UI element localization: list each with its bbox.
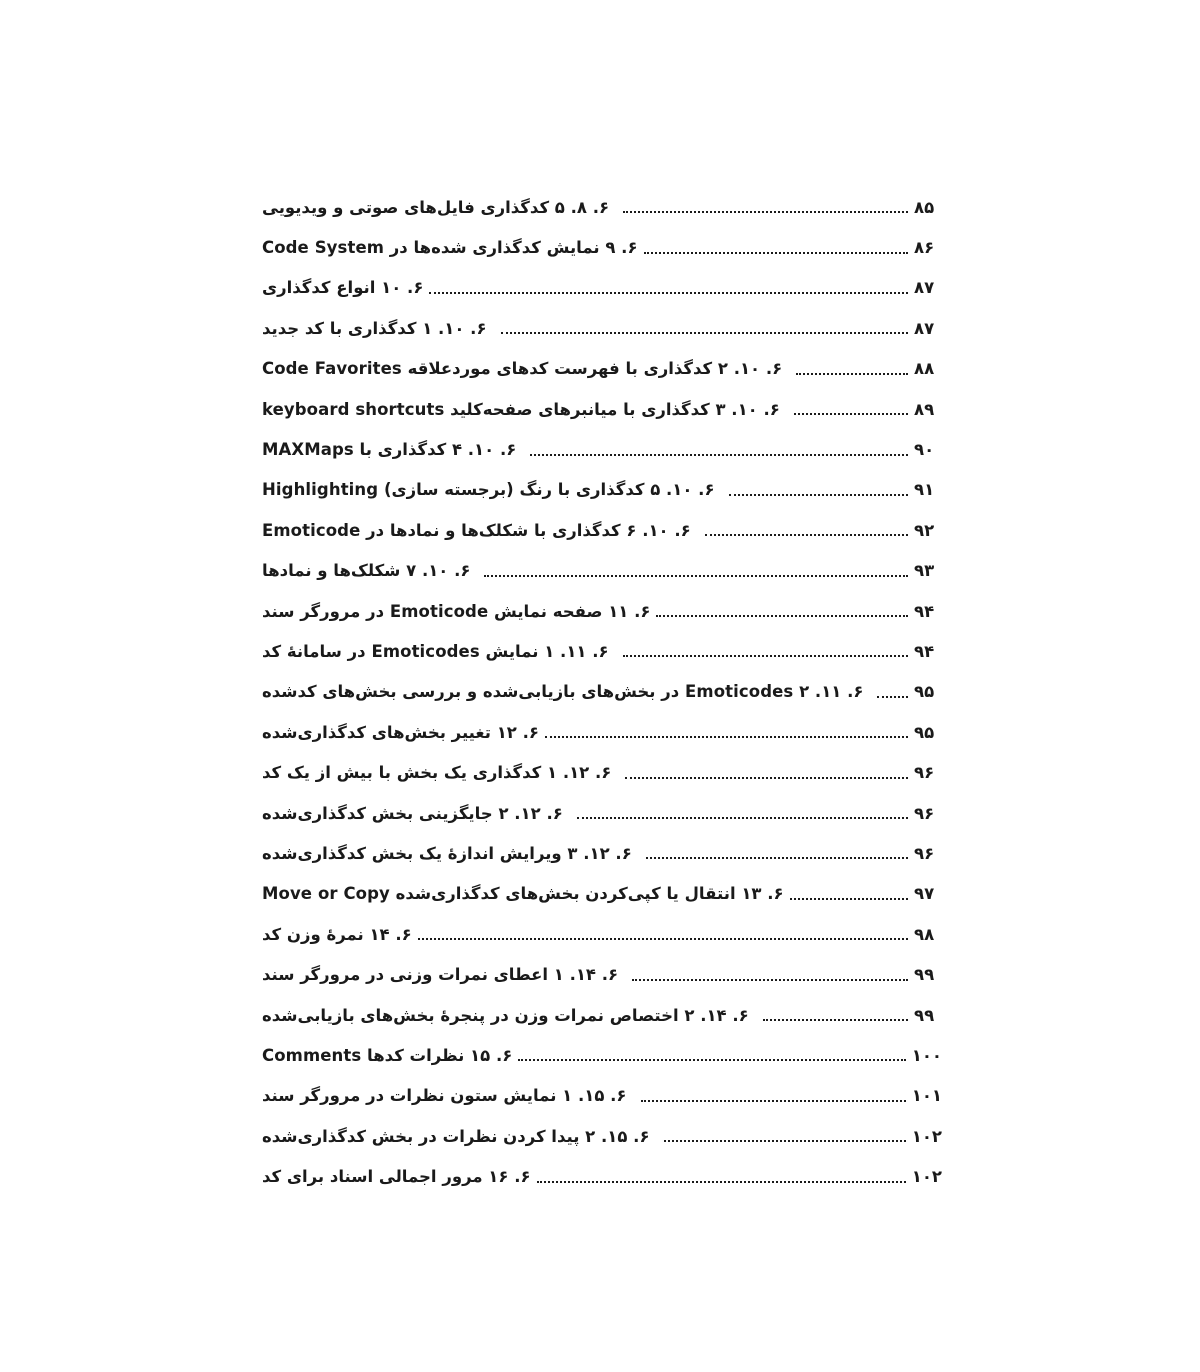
- toc-entry-25: [262, 1156, 942, 1196]
- toc-entry-title: ۶. ۱۵. ۱ نمایش ستون نظرات در مرورگر سند: [262, 1086, 627, 1106]
- dot-leader: [484, 575, 908, 577]
- toc-entry-title: ۶. ۱۲. ۲ جایگزینی بخش کدگذاری‌شده: [262, 803, 563, 823]
- toc-entry-23: [262, 1076, 942, 1116]
- toc-entry-19: [262, 914, 942, 954]
- dot-leader: [796, 373, 908, 375]
- toc-entry-page-number: ۹۶: [914, 803, 935, 823]
- toc-entry-title: ۶. ۱۱ صفحه نمایش Emoticode در مرورگر سند: [262, 601, 651, 621]
- toc-entry-page-number: ۸۸: [914, 359, 935, 379]
- dot-leader: [530, 454, 908, 456]
- dot-leader: [664, 1140, 906, 1142]
- toc-entry-page-number: ۹۵: [914, 722, 935, 742]
- toc-entry-18: [262, 874, 942, 914]
- dot-leader: [794, 413, 908, 415]
- toc-entry-title: ۶. ۱۰. ۶ کدگذاری با شکلک‌ها و نمادها در Emoticode: [262, 520, 691, 540]
- toc-entry-title: ۶. ۱۲ تغییر بخش‌های کدگذاری‌شده: [262, 722, 539, 742]
- toc-entry-7: [262, 429, 942, 469]
- toc-entry-title: ۶. ۱۱. ۲ Emoticodes در بخش‌های بازیابی‌شده و بررسی بخش‌های کدشده: [262, 682, 864, 702]
- toc-entry-title: ۶. ۱۰. ۱ کدگذاری با کد جدید: [262, 318, 487, 338]
- dot-leader: [429, 292, 908, 294]
- dot-leader: [545, 736, 908, 738]
- table-of-contents: [262, 187, 942, 1197]
- toc-entry-title: ۶. ۱۲. ۱ کدگذاری یک بخش با بیش از یک کد: [262, 763, 612, 783]
- toc-entry-title: ۶. ۹ نمایش کدگذاری شده‌ها در Code System: [262, 238, 638, 258]
- toc-entry-page-number: ۹۷: [914, 884, 935, 904]
- toc-entry-title: ۶. ۱۵. ۲ پیدا کردن نظرات در بخش کدگذاری‌شده: [262, 1126, 650, 1146]
- toc-entry-10: [262, 551, 942, 591]
- dot-leader: [632, 979, 908, 981]
- dot-leader: [641, 1100, 906, 1102]
- dot-leader: [705, 534, 908, 536]
- toc-entry-21: [262, 995, 942, 1035]
- toc-entry-title: ۶. ۸. ۵ کدگذاری فایل‌های صوتی و ویدیویی: [262, 197, 610, 217]
- toc-entry-page-number: ۹۵: [914, 682, 935, 702]
- dot-leader: [518, 1059, 905, 1061]
- toc-entry-20: [262, 954, 942, 994]
- toc-entry-page-number: ۹۴: [914, 641, 935, 661]
- toc-entry-title: ۶. ۱۶ مرور اجمالی اسناد برای کد: [262, 1167, 531, 1187]
- toc-entry-title: ۶. ۱۰ انواع کدگذاری: [262, 278, 424, 298]
- toc-entry-12: [262, 631, 942, 671]
- dot-leader: [623, 655, 908, 657]
- toc-entry-page-number: ۹۳: [914, 561, 935, 581]
- toc-entry-title: ۶. ۱۲. ۳ ویرایش اندازهٔ یک بخش کدگذاری‌شده: [262, 843, 632, 863]
- dot-leader: [625, 777, 908, 779]
- dot-leader: [418, 938, 908, 940]
- toc-entry-page-number: ۹۲: [914, 520, 935, 540]
- toc-entry-title: ۶. ۱۰. ۲ کدگذاری با فهرست کدهای موردعلاقه Code Favorites: [262, 359, 783, 379]
- toc-entry-8: [262, 470, 942, 510]
- toc-entry-page-number: ۹۹: [914, 965, 935, 985]
- toc-entry-title: ۶. ۱۴ نمرهٔ وزن کد: [262, 924, 412, 944]
- toc-entry-page-number: ۹۹: [914, 1005, 935, 1025]
- toc-entry-title: ۶. ۱۴. ۱ اعطای نمرات وزنی در مرورگر سند: [262, 965, 619, 985]
- toc-entry-title: ۶. ۱۴. ۲ اختصاص نمرات وزن در پنجرهٔ بخش‌های بازیابی‌شده: [262, 1005, 749, 1025]
- toc-entry-5: [262, 349, 942, 389]
- toc-entry-page-number: ۱۰۲: [911, 1126, 942, 1146]
- toc-entry-11: [262, 591, 942, 631]
- toc-entry-page-number: ۱۰۰: [911, 1045, 942, 1065]
- dot-leader: [501, 332, 908, 334]
- toc-entry-14: [262, 712, 942, 752]
- toc-entry-page-number: ۹۸: [914, 924, 935, 944]
- toc-entry-page-number: ۸۹: [914, 399, 935, 419]
- toc-entry-6: [262, 389, 942, 429]
- dot-leader: [623, 211, 908, 213]
- dot-leader: [646, 857, 908, 859]
- toc-entry-title: ۶. ۱۳ انتقال یا کپی‌کردن بخش‌های کدگذاری‌شده Move or Copy: [262, 884, 784, 904]
- toc-entry-title: ۶. ۱۵ نظرات کدها Comments: [262, 1045, 513, 1065]
- toc-entry-9: [262, 510, 942, 550]
- toc-entry-page-number: ۱۰۲: [911, 1167, 942, 1187]
- toc-entry-page-number: ۹۶: [914, 763, 935, 783]
- dot-leader: [729, 494, 908, 496]
- toc-entry-4: [262, 308, 942, 348]
- toc-entry-title: ۶. ۱۱. ۱ نمایش Emoticodes در سامانهٔ کد: [262, 641, 609, 661]
- dot-leader: [537, 1181, 906, 1183]
- dot-leader: [877, 696, 908, 698]
- toc-entry-page-number: ۸۶: [914, 238, 935, 258]
- toc-entry-page-number: ۹۱: [914, 480, 935, 500]
- toc-entry-page-number: ۸۷: [914, 318, 935, 338]
- dot-leader: [644, 252, 908, 254]
- toc-entry-24: [262, 1116, 942, 1156]
- toc-entry-page-number: ۸۵: [914, 197, 935, 217]
- toc-entry-title: ۶. ۱۰. ۳ کدگذاری با میانبرهای صفحه‌کلید keyboard shortcuts: [262, 399, 780, 419]
- toc-entry-page-number: ۹۴: [914, 601, 935, 621]
- toc-entry-title: ۶. ۱۰. ۷ شکلک‌ها و نمادها: [262, 561, 471, 581]
- toc-entry-15: [262, 752, 942, 792]
- dot-leader: [763, 1019, 908, 1021]
- dot-leader: [577, 817, 908, 819]
- dot-leader: [656, 615, 908, 617]
- toc-entry-title: ۶. ۱۰. ۴ کدگذاری با MAXMaps: [262, 440, 517, 460]
- toc-entry-3: [262, 268, 942, 308]
- toc-entry-13: [262, 672, 942, 712]
- toc-entry-2: [262, 227, 942, 267]
- toc-entry-title: ۶. ۱۰. ۵ کدگذاری با رنگ (برجسته سازی) Highlighting: [262, 480, 715, 500]
- toc-entry-page-number: ۱۰۱: [911, 1086, 942, 1106]
- toc-entry-page-number: ۹۶: [914, 843, 935, 863]
- toc-entry-page-number: ۹۰: [914, 440, 935, 460]
- toc-entry-16: [262, 793, 942, 833]
- toc-entry-17: [262, 833, 942, 873]
- toc-entry-22: [262, 1035, 942, 1075]
- toc-entry-1: [262, 187, 942, 227]
- dot-leader: [790, 898, 908, 900]
- toc-entry-page-number: ۸۷: [914, 278, 935, 298]
